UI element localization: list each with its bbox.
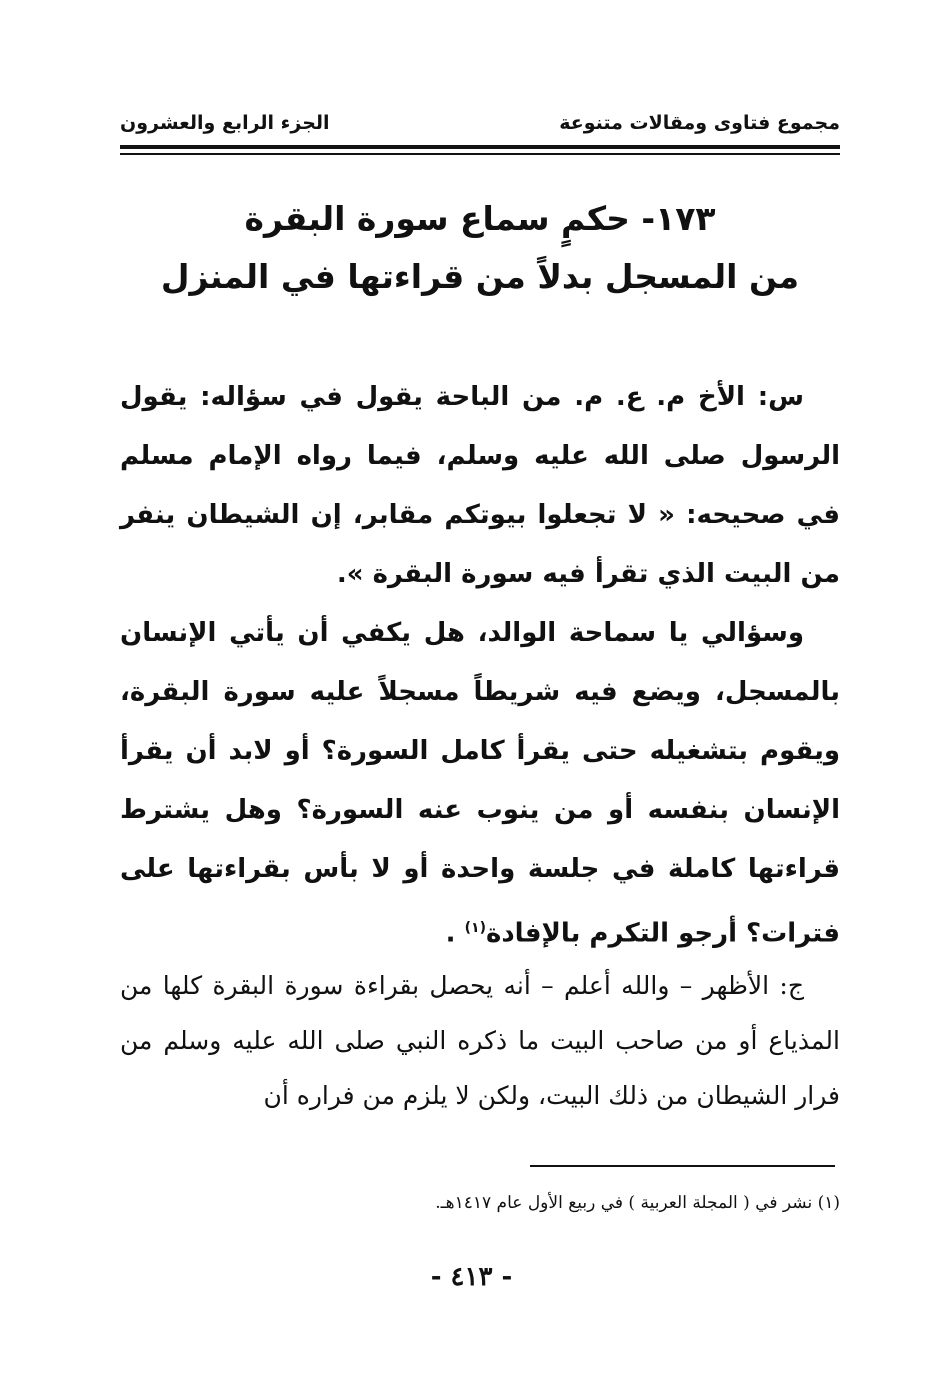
- footnote-separator: [530, 1165, 835, 1167]
- question-block: [120, 368, 840, 964]
- answer-paragraph: ج: الأظهر – والله أعلم – أنه يحصل بقراءة سورة البقرة كلها من المذياع أو من صاحب البيت ما ذكره النبي صلى الله عليه وسلم من فرار الشيطان من ذلك البيت، ولكن لا يلزم من فراره أن: [120, 971, 840, 1110]
- answer-block: [120, 958, 840, 1123]
- question-paragraph-2: [120, 604, 840, 964]
- footnote-reference: (١): [464, 920, 486, 936]
- title-line-2: من المسجل بدلاً من قراءتها في المنزل: [160, 257, 800, 296]
- running-header: [120, 112, 840, 142]
- title-line-1: ١٧٣- حكمٍ سماع سورة البقرة: [244, 199, 716, 238]
- footnote: (١) نشر في ( المجلة العربية ) في ربيع الأول عام ١٤١٧هـ.: [435, 1193, 840, 1213]
- fatwa-title: [120, 190, 840, 306]
- header-book-title: مجموع فتاوى ومقالات متنوعة: [559, 112, 840, 134]
- page-number: - ٤١٣ -: [430, 1262, 513, 1292]
- header-rule-thick: [120, 145, 840, 149]
- question-paragraph-1: س: الأخ م. ع. م. من الباحة يقول في سؤاله: يقول الرسول صلى الله عليه وسلم، فيما رواه الإمام مسلم في صحيحه: « لا تجعلوا بيوتكم مقابر، إن الشيطان ينفر من البيت الذي تقرأ فيه سورة البقرة ».: [120, 382, 840, 589]
- question-end-mark: .: [445, 918, 456, 949]
- question-paragraph-2-text: وسؤالي يا سماحة الوالد، هل يكفي أن يأتي الإنسان بالمسجل، ويضع فيه شريطاً مسجلاً عليه سورة البقرة، ويقوم بتشغيله حتى يقرأ كامل السورة؟ أو لابد أن يقرأ الإنسان بنفسه أو من ينوب عنه السورة؟ وهل يشترط قراءتها كاملة في جلسة واحدة أو لا بأس بقراءتها على فترات؟ أرجو التكرم بالإفادة: [120, 618, 840, 949]
- header-volume: الجزء الرابع والعشرون: [120, 112, 330, 134]
- header-rule-thin: [120, 153, 840, 155]
